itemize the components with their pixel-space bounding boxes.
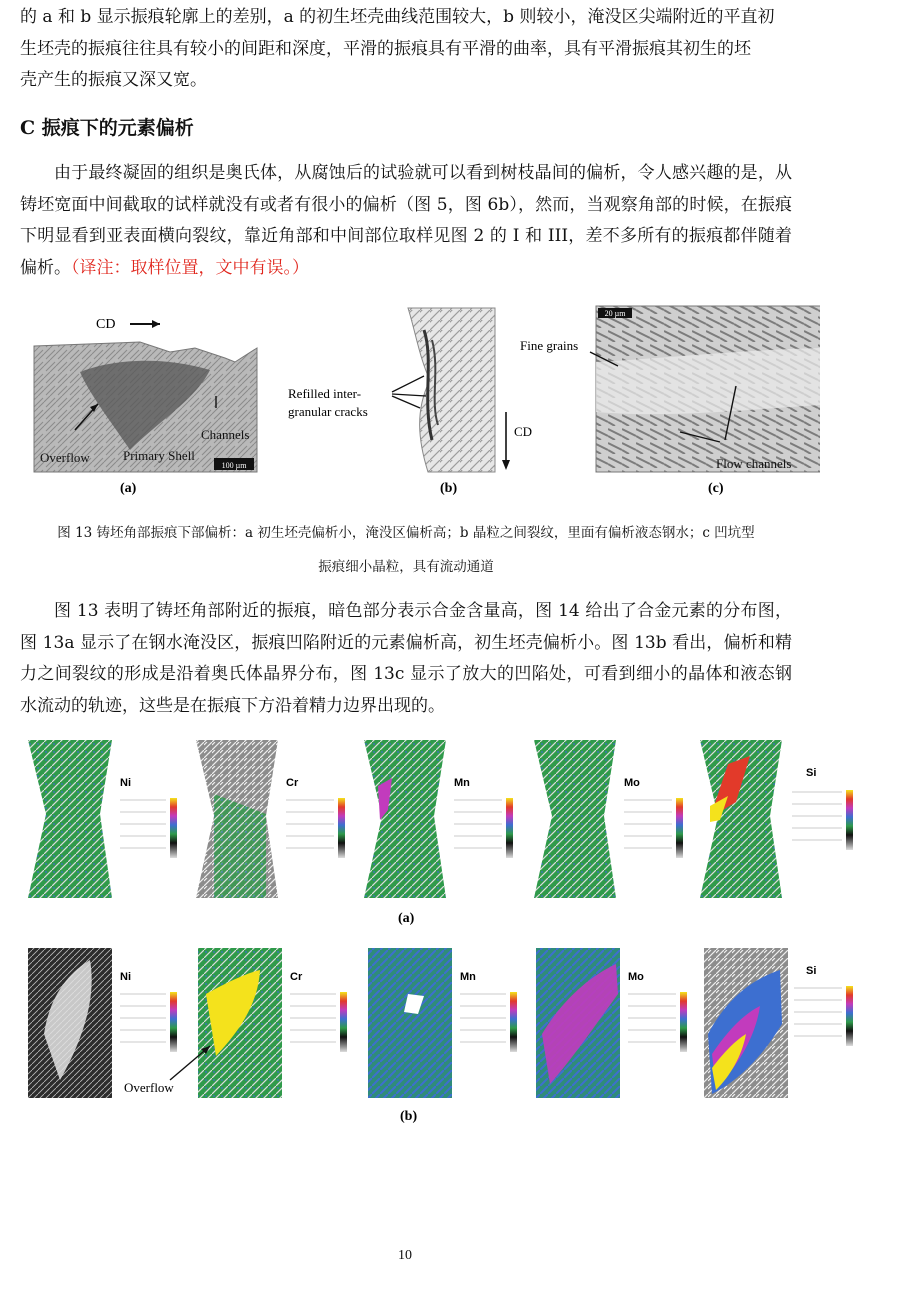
map-a-mn-color-scale (506, 798, 513, 858)
map-b-mn (368, 948, 517, 1098)
map-b-mn-legend-rows (460, 994, 506, 1042)
paragraph-3: 图 13 表明了铸坯角部附近的振痕，暗色部分表示合金含量高，图 14 给出了合金元素的分布图，图 13a 显示了在钢水淹没区，振痕凹陷附近的元素偏析高，初生坯壳偏析小。图 13b 看出，偏析和精力之间裂纹的形成是沿着奥氏体晶界分布，图 13c 显示了放大的凹陷处，可看到细小的晶体和液态钢水流动的轨迹，这些是在振痕下方沿着精力边界出现的。 (20, 601, 792, 716)
map-a-mn-legend-rows (454, 800, 502, 848)
map-b-mn-color-scale (510, 992, 517, 1052)
map-a-ni-label: Ni (120, 777, 131, 789)
translator-note: （译注：取样位置，文中有误。） (71, 257, 309, 278)
map-b-mn-image (368, 948, 452, 1098)
map-a-ni-legend-rows (120, 800, 166, 848)
cd-arrowhead-b (502, 460, 510, 470)
paragraph-1-line-2: 生坯壳的振痕往往具有较小的间距和深度，平滑的振痕具有平滑的曲率，具有平滑振痕其初生的坯 (20, 38, 751, 59)
map-b-si (704, 948, 853, 1098)
map-a-mo-legend-rows (624, 800, 672, 848)
map-a-cr (196, 740, 345, 898)
map-a-si-color-scale (846, 790, 853, 850)
map-a-si-legend-rows (792, 792, 842, 840)
map-b-cr-legend-rows (290, 994, 336, 1042)
section-heading: C 振痕下的元素偏析 (20, 117, 194, 139)
paragraph-1-line-1: 的 a 和 b 显示振痕轮廓上的差别，a 的初生坯壳曲线范围较大，b 则较小，淹没区尖端附近的平直初 (20, 7, 775, 27)
figure-13-panel-b (288, 308, 532, 496)
map-a-mo-color-scale (676, 798, 683, 858)
map-b-ni-label: Ni (120, 971, 131, 983)
figure-13 (20, 300, 820, 500)
paragraph-1-line-3: 壳产生的振痕又深又宽。 (20, 70, 207, 90)
map-b-mo (536, 948, 687, 1098)
scale-label-a: 100 µm (221, 461, 247, 470)
panel-label-a: (a) (120, 481, 137, 496)
panel-label-b: (b) (440, 481, 458, 496)
fine-grains-label: Fine grains (520, 338, 579, 353)
paragraph-1 (20, 2, 792, 97)
micrograph-b (408, 308, 495, 472)
map-a-ni-image (28, 740, 112, 898)
map-b-cr-label: Cr (290, 971, 303, 983)
map-b-cr (124, 948, 347, 1098)
figure-14-row-a-label: (a) (398, 911, 415, 926)
paragraph-2-text: 由于最终凝固的组织是奥氏体，从腐蚀后的试验就可以看到树枝晶间的偏析，令人感兴趣的是，从铸坯宽面中间截取的试样就没有或者有很小的偏析（图 5，图 6b），然而，当观察角部的时候，在振痕下明显看到亚表面横向裂纹，靠近角部和中间部位取样见图 2 的 I 和 III，差不多所有的振痕都伴随着偏析。 (20, 163, 792, 278)
refilled-label-1: Refilled inter- (288, 386, 362, 401)
map-b-ni (28, 948, 177, 1098)
paragraph-2 (20, 158, 792, 284)
map-b-mo-label: Mo (628, 971, 644, 983)
map-b-ni-legend-rows (120, 994, 166, 1042)
map-a-mo-label: Mo (624, 777, 640, 789)
caption-line-1: 图 13 铸坯角部振痕下部偏析：a 初生坯壳偏析小，淹没区偏析高；b 晶粒之间裂纹，里面有偏析液态钢水；c 凹坑型 (57, 525, 755, 541)
map-a-mo (534, 740, 683, 898)
map-b-mn-label: Mn (460, 971, 476, 983)
map-row-b (28, 948, 853, 1124)
map-b-mo-legend-rows (628, 994, 676, 1042)
overflow-label-b: Overflow (124, 1080, 174, 1095)
map-a-cr-label: Cr (286, 777, 299, 789)
overflow-label: Overflow (40, 450, 90, 465)
figure-14-row-b-label: (b) (400, 1109, 418, 1124)
panel-label-c: (c) (708, 481, 724, 496)
caption-line-2: 振痕细小晶粒，具有流动通道 (318, 559, 494, 575)
cd-label-b: CD (514, 424, 533, 439)
figure-13-panel-a (34, 317, 257, 496)
figure-13-panel-c (520, 306, 820, 496)
page-number: 10 (398, 1248, 412, 1263)
map-a-mn-label: Mn (454, 777, 470, 789)
map-a-mn-image (364, 740, 446, 898)
map-a-si-label: Si (806, 767, 817, 779)
figure-14 (20, 734, 860, 1130)
map-b-mo-color-scale (680, 992, 687, 1052)
map-a-ni (28, 740, 177, 898)
map-b-cr-color-scale (340, 992, 347, 1052)
primary-shell-label: Primary Shell (123, 448, 195, 463)
cd-arrowhead-a (152, 320, 160, 328)
flow-channels-label: Flow channels (716, 456, 792, 471)
map-row-a (28, 740, 853, 926)
cd-label-a: CD (96, 317, 116, 332)
map-a-mn (364, 740, 513, 898)
map-a-cr-legend-rows (286, 800, 334, 848)
channels-label: Channels (201, 427, 250, 442)
map-b-si-color-scale (846, 986, 853, 1046)
map-a-si (700, 740, 853, 898)
map-b-si-label: Si (806, 965, 817, 977)
map-b-ni-color-scale (170, 992, 177, 1052)
refilled-arrows (392, 376, 426, 408)
map-a-mo-image (534, 740, 616, 898)
map-a-ni-color-scale (170, 798, 177, 858)
refilled-label-2: granular cracks (288, 404, 368, 419)
scale-label-c: 20 µm (604, 309, 626, 318)
map-b-si-legend-rows (794, 988, 842, 1036)
figure-13-caption (20, 516, 792, 584)
map-a-cr-color-scale (338, 798, 345, 858)
